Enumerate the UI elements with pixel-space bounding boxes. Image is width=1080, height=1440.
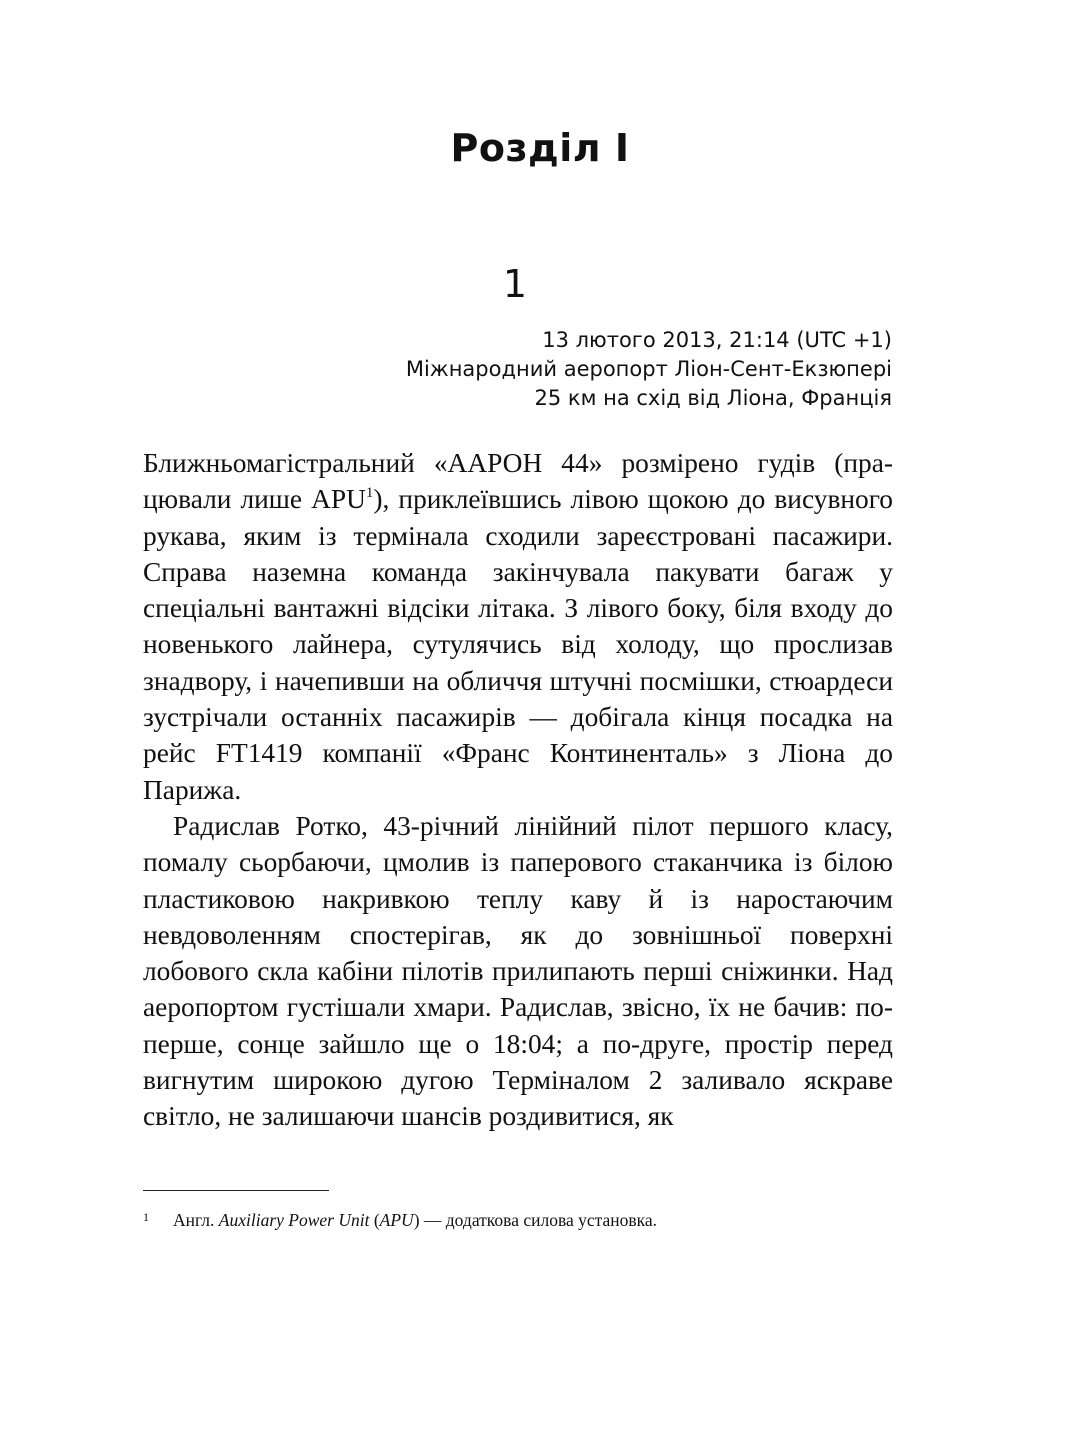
footnote-open-paren: ( bbox=[369, 1210, 380, 1230]
footnote-abbr: APU bbox=[379, 1210, 414, 1230]
epigraph-date: 13 лютого 2013, 21:14 (UTC +1) bbox=[542, 328, 892, 352]
epigraph-distance: 25 км на схід від Ліона, Франція bbox=[534, 386, 892, 410]
chapter-number: 1 bbox=[502, 262, 528, 306]
footnote-reference[interactable]: 1 bbox=[365, 485, 374, 502]
paragraph-1-end: ), приклеївшись лівою щокою до висувного рукава, яким із термінала сходили зареєстровані пасажири. Справа наземна команда закінчувала пакувати багаж у спеціальні вантажні відсіки літака. З лівого боку, біля входу до новенького лайнера, сутулячись від холоду, що прослизав знадвору, і начепивши на обличчя штучні посмішки, стюардеси зустрічали останніх пасажирів — добігала кінця посадка на рейс FT1419 компанії «Франс Континенталь» з Ліона до Парижа. bbox=[143, 484, 893, 805]
epigraph-location: Міжнародний аеропорт Ліон-Сент-Екзюпері bbox=[405, 357, 892, 381]
body-text bbox=[143, 445, 893, 1135]
epigraph bbox=[406, 326, 892, 413]
paragraph-2: Радислав Ротко, 43-річний лінійний пілот першого класу, помалу сьорбаючи, цмолив із паперового стаканчика із білою пластиковою накривкою теплу каву й із наростаючим невдоволенням спостерігав, як до зовнішньої поверхні лобового скла кабіни пілотів прилипають перші сніжинки. Над аеропортом густішали хмари. Радислав, звісно, їх не бачив: по-перше, сонце зайшло ще о 18:04; а по-друге, простір перед вигнутим широкою дугою Терміналом 2 заливало яскраве світло, не залишаючи шансів роздивитися, як bbox=[143, 810, 893, 1132]
footnote-suffix: ) — додаткова силова установка. bbox=[413, 1210, 658, 1230]
footnote-divider bbox=[143, 1190, 329, 1191]
paragraph-1 bbox=[143, 445, 893, 808]
footnote-term: Auxiliary Power Unit bbox=[218, 1210, 370, 1230]
footnote-mark: 1 bbox=[143, 1210, 149, 1224]
paragraph-1-start: Ближньомагістральний «ААРОН 44» розмірено гудів (працювали лише APU bbox=[143, 448, 893, 515]
footnote bbox=[143, 1205, 903, 1232]
footnote-prefix: Англ. bbox=[173, 1210, 215, 1230]
part-title: Розділ I bbox=[450, 126, 630, 170]
